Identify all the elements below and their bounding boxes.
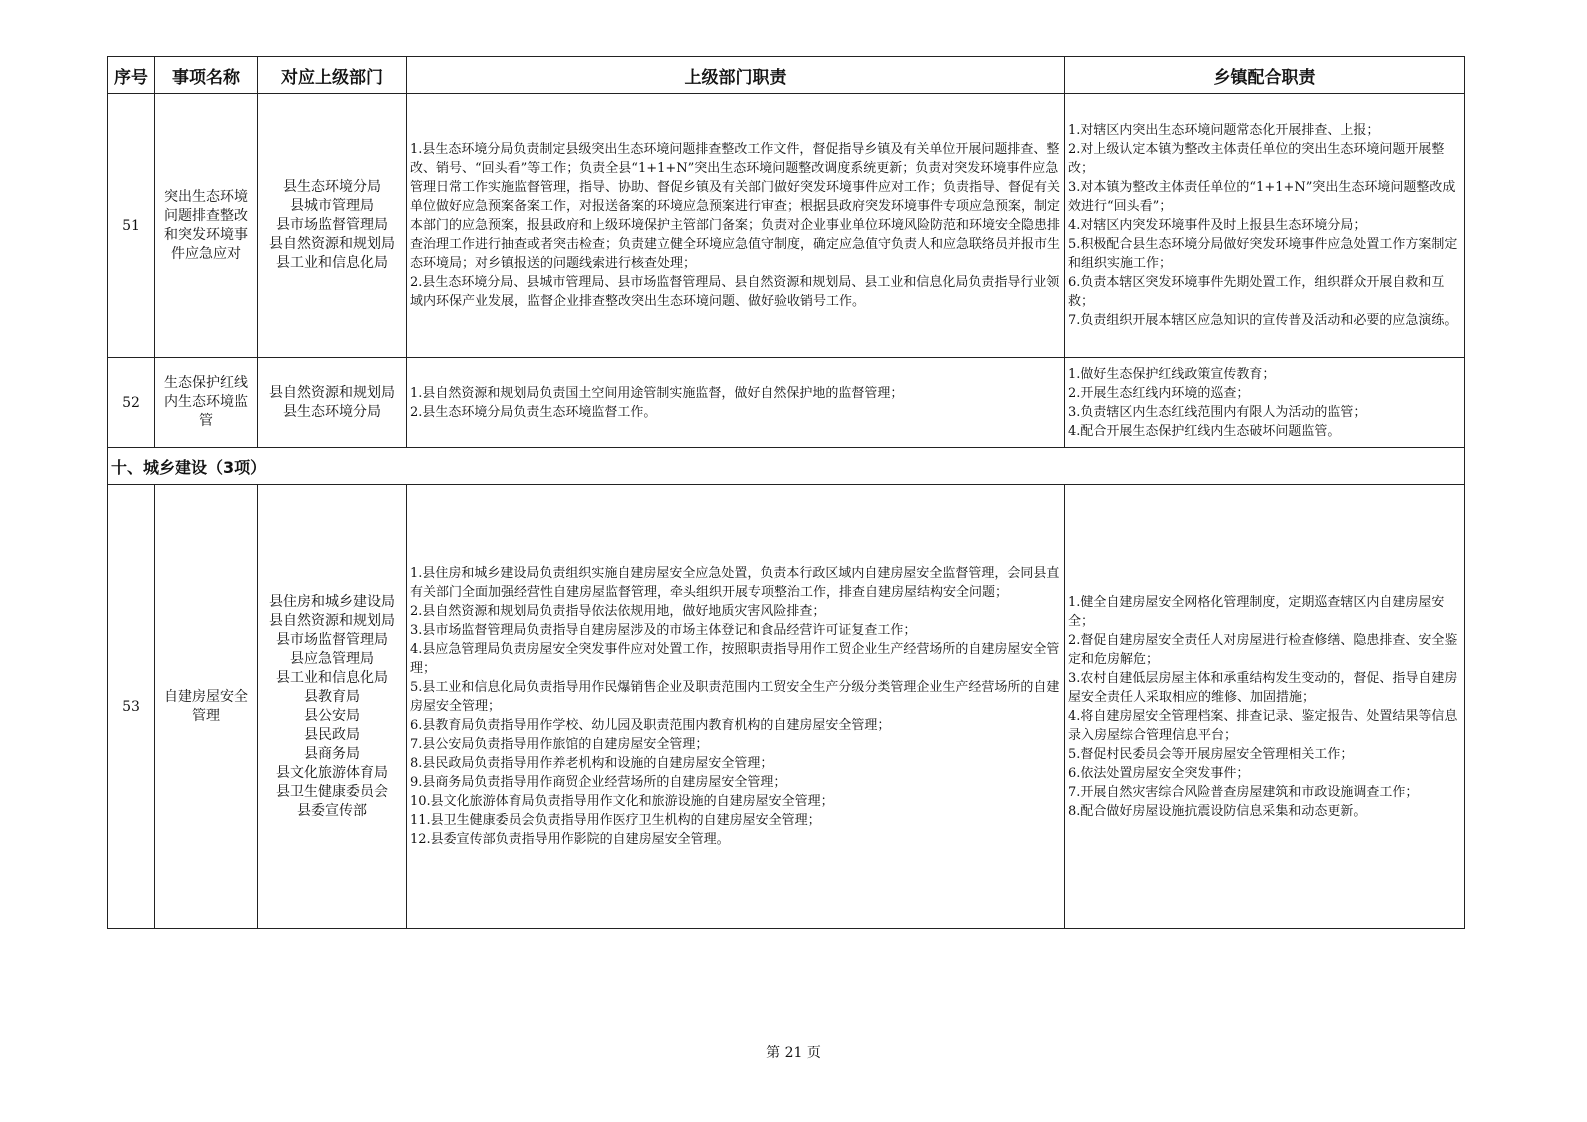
town-duty-item: 4.配合开展生态保护红线内生态破坏问题监管。 [1068,423,1341,439]
town-duty-item: 1.做好生态保护红线政策宣传教育； [1068,366,1276,382]
table-row [108,358,1465,448]
responsibility-table [107,56,1465,929]
department-name: 县自然资源和规划局 [269,612,395,629]
table-row [108,485,1465,929]
department-name: 县应急管理局 [290,650,374,667]
upper-duty-item: 1.县住房和城乡建设局负责组织实施自建房屋安全应急处置，负责本行政区域内自建房屋安全监督管理，会同县直有关部门全面加强经营性自建房屋监督管理，牵头组织开展专项整治工作，排查自建房屋结构安全问题； [410,566,1060,600]
town-duty-item: 1.健全自建房屋安全网格化管理制度，定期巡查辖区内自建房屋安全； [1068,594,1445,629]
department-name: 县公安局 [304,707,360,724]
department-name: 县生态环境分局 [283,403,381,420]
header-no: 序号 [108,57,155,94]
row-number: 53 [108,485,155,929]
department-name: 县工业和信息化局 [276,255,388,271]
upper-duty-item: 1.县自然资源和规划局负责国土空间用途管制实施监督，做好自然保护地的监督管理； [410,385,904,401]
town-duties [1065,358,1465,448]
upper-duty-item: 6.县教育局负责指导用作学校、幼儿园及职责范围内教育机构的自建房屋安全管理； [410,718,891,733]
town-duties [1065,94,1465,358]
upper-duty-item: 7.县公安局负责指导用作旅馆的自建房屋安全管理； [410,737,709,752]
upper-duties [407,358,1065,448]
upper-departments [258,485,407,929]
department-name: 县生态环境分局 [283,179,381,195]
item-name: 突出生态环境问题排查整改和突发环境事件应急应对 [155,94,258,358]
upper-duty-item: 4.县应急管理局负责房屋安全突发事件应对处置工作，按照职责指导用作工贸企业生产经营场所的自建房屋安全管理； [410,642,1060,676]
table-row [108,94,1465,358]
department-name: 县文化旅游体育局 [276,764,388,781]
department-name: 县卫生健康委员会 [276,783,388,800]
row-number: 51 [108,94,155,358]
town-duty-item: 3.对本镇为整改主体责任单位的“1+1+N”突出生态环境问题整改成效进行“回头看”； [1068,180,1456,214]
town-duty-item: 5.积极配合县生态环境分局做好突发环境事件应急处置工作方案制定和组织实施工作； [1068,237,1458,271]
header-upper-dept: 对应上级部门 [258,57,407,94]
upper-duty-item: 8.县民政局负责指导用作养老机构和设施的自建房屋安全管理； [410,756,774,771]
town-duty-item: 8.配合做好房屋设施抗震设防信息采集和动态更新。 [1068,803,1367,819]
department-name: 县工业和信息化局 [276,669,388,686]
department-name: 县民政局 [304,726,360,743]
town-duty-item: 2.对上级认定本镇为整改主体责任单位的突出生态环境问题开展整改； [1068,142,1445,176]
department-name: 县自然资源和规划局 [269,384,395,401]
upper-duty-item: 3.县市场监督管理局负责指导自建房屋涉及的市场主体登记和食品经营许可证复查工作； [410,623,917,638]
row-number: 52 [108,358,155,448]
page-number: 第 21 页 [766,1045,821,1061]
town-duty-item: 6.负责本辖区突发环境事件先期处置工作，组织群众开展自救和互救； [1068,275,1445,309]
header-upper-duty: 上级部门职责 [407,57,1065,94]
department-name: 县市场监督管理局 [276,217,388,233]
town-duty-item: 2.开展生态红线内环境的巡查； [1068,385,1250,401]
upper-duty-item: 1.县生态环境分局负责制定县级突出生态环境问题排查整改工作文件，督促指导乡镇及有关单位开展问题排查、整改、销号、“回头看”等工作；负责全县“1+1+N”突出生态环境问题整改调度系统更新；负责对突发环境事件应急管理日常工作实施监督管理，指导、协助、督促乡镇及有关部门做好突发环境事件应对工作；负责指导、督促有关单位做好应急预案备案工作，对报送备案的环境应急预案进行审查；根据县政府突发环境事件专项应急预案，制定本部门的应急预案，报县政府和上级环境保护主管部门备案；负责对企业事业单位环境风险防范和环境安全隐患排查治理工作进行抽查或者突击检查；负责建立健全环境应急值守制度，确定应急值守负责人和应急联络员并报市生态环境局；对乡镇报送的问题线索进行核查处理； [410,142,1061,271]
town-duty-item: 3.农村自建低层房屋主体和承重结构发生变动的，督促、指导自建房屋安全责任人采取相应的维修、加固措施； [1068,670,1458,705]
department-name: 县委宣传部 [297,802,367,819]
town-duties [1065,485,1465,929]
upper-duty-item: 5.县工业和信息化局负责指导用作民爆销售企业及职责范围内工贸安全生产分级分类管理企业生产经营场所的自建房屋安全管理； [410,680,1060,714]
upper-duty-item: 2.县生态环境分局、县城市管理局、县市场监督管理局、县自然资源和规划局、县工业和信息化局负责指导行业领域内环保产业发展，监督企业排查整改突出生态环境问题、做好验收销号工作。 [410,275,1060,309]
upper-duty-item: 10.县文化旅游体育局负责指导用作文化和旅游设施的自建房屋安全管理； [410,794,834,809]
upper-duty-item: 2.县自然资源和规划局负责指导依法依规用地，做好地质灾害风险排查； [410,604,826,619]
header-town-duty: 乡镇配合职责 [1065,57,1465,94]
town-duty-item: 3.负责辖区内生态红线范围内有限人为活动的监管； [1068,404,1367,420]
department-name: 县市场监督管理局 [276,631,388,648]
upper-departments [258,358,407,448]
item-name: 生态保护红线内生态环境监管 [155,358,258,448]
department-name: 县教育局 [304,688,360,705]
section-row [108,448,1465,485]
department-name: 县自然资源和规划局 [269,236,395,252]
town-duty-item: 5.督促村民委员会等开展房屋安全管理相关工作； [1068,746,1354,762]
town-duty-item: 7.负责组织开展本辖区应急知识的宣传普及活动和必要的应急演练。 [1068,313,1458,328]
town-duty-item: 2.督促自建房屋安全责任人对房屋进行检查修缮、隐患排查、安全鉴定和危房解危； [1068,632,1458,667]
upper-duties [407,94,1065,358]
town-duty-item: 4.对辖区内突发环境事件及时上报县生态环境分局； [1068,218,1367,233]
town-duty-item: 1.对辖区内突出生态环境问题常态化开展排查、上报； [1068,123,1380,138]
department-name: 县住房和城乡建设局 [269,593,395,610]
header-row [108,57,1465,94]
upper-duty-item: 12.县委宣传部负责指导用作影院的自建房屋安全管理。 [410,832,730,847]
town-duty-item: 4.将自建房屋安全管理档案、排查记录、鉴定报告、处置结果等信息录入房屋综合管理信息平台； [1068,708,1458,743]
upper-duties [407,485,1065,929]
town-duty-item: 6.依法处置房屋安全突发事件； [1068,765,1250,781]
upper-departments [258,94,407,358]
department-name: 县商务局 [304,745,360,762]
town-duty-item: 7.开展自然灾害综合风险普查房屋建筑和市政设施调查工作； [1068,784,1419,800]
item-name: 自建房屋安全管理 [155,485,258,929]
header-item-name: 事项名称 [155,57,258,94]
upper-duty-item: 2.县生态环境分局负责生态环境监督工作。 [410,404,657,420]
department-name: 县城市管理局 [290,198,374,214]
upper-duty-item: 9.县商务局负责指导用作商贸企业经营场所的自建房屋安全管理； [410,775,787,790]
section-title: 十、城乡建设（3项） [108,448,1465,485]
upper-duty-item: 11.县卫生健康委员会负责指导用作医疗卫生机构的自建房屋安全管理； [410,813,821,828]
